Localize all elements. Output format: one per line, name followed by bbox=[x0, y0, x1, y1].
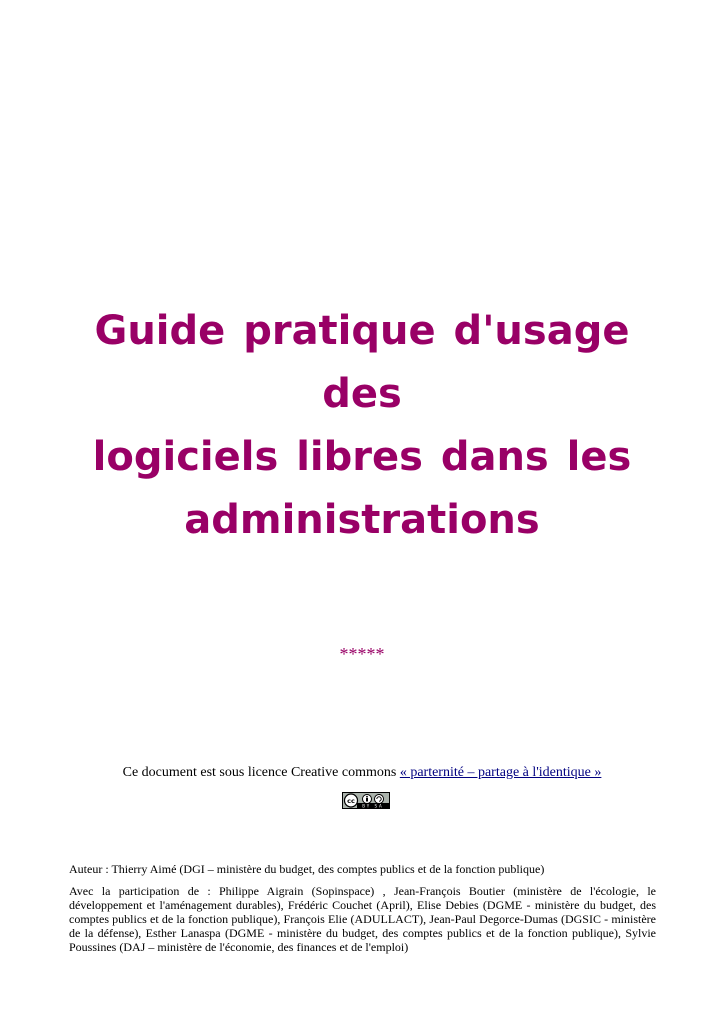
title-line-3: logiciels libres dans les bbox=[92, 434, 632, 480]
license-badge-text: BY SA bbox=[362, 803, 384, 808]
creative-commons-by-sa-icon[interactable] bbox=[342, 792, 390, 809]
title-line-4: administrations bbox=[184, 497, 540, 543]
participation-paragraph: Avec la participation de : Philippe Aigrain (Sopinspace) , Jean-François Boutier (ministère de l'écologie, le développement et l'aménagement durables), Frédéric Couchet (April), Elise Debies (DGME - ministère du budget, des comptes publics et de la fonction publique), François Elie (ADULLACT), Jean-Paul Degorce-Dumas (DGSIC - ministère de la défense), Esther Lanaspa (DGME - ministère du budget, des comptes publics et de la fonction publique), Sylvie Poussines (DAJ – ministère de l'économie, des finances et de l'emploi) bbox=[69, 884, 656, 954]
title-line-2: des bbox=[322, 371, 402, 417]
svg-text:cc: cc bbox=[347, 797, 355, 805]
title-line-1: Guide pratique d'usage bbox=[94, 308, 630, 354]
license-statement bbox=[0, 764, 724, 782]
credits-block bbox=[69, 862, 656, 962]
document-title bbox=[40, 300, 684, 552]
license-link[interactable]: « parternité – partage à l'identique » bbox=[399, 765, 602, 780]
license-text: Ce document est sous licence Creative commons bbox=[122, 765, 400, 780]
author-line: Auteur : Thierry Aimé (DGI – ministère du budget, des comptes publics et de la fonction publique) bbox=[69, 862, 545, 876]
separator-stars: ***** bbox=[339, 644, 385, 664]
